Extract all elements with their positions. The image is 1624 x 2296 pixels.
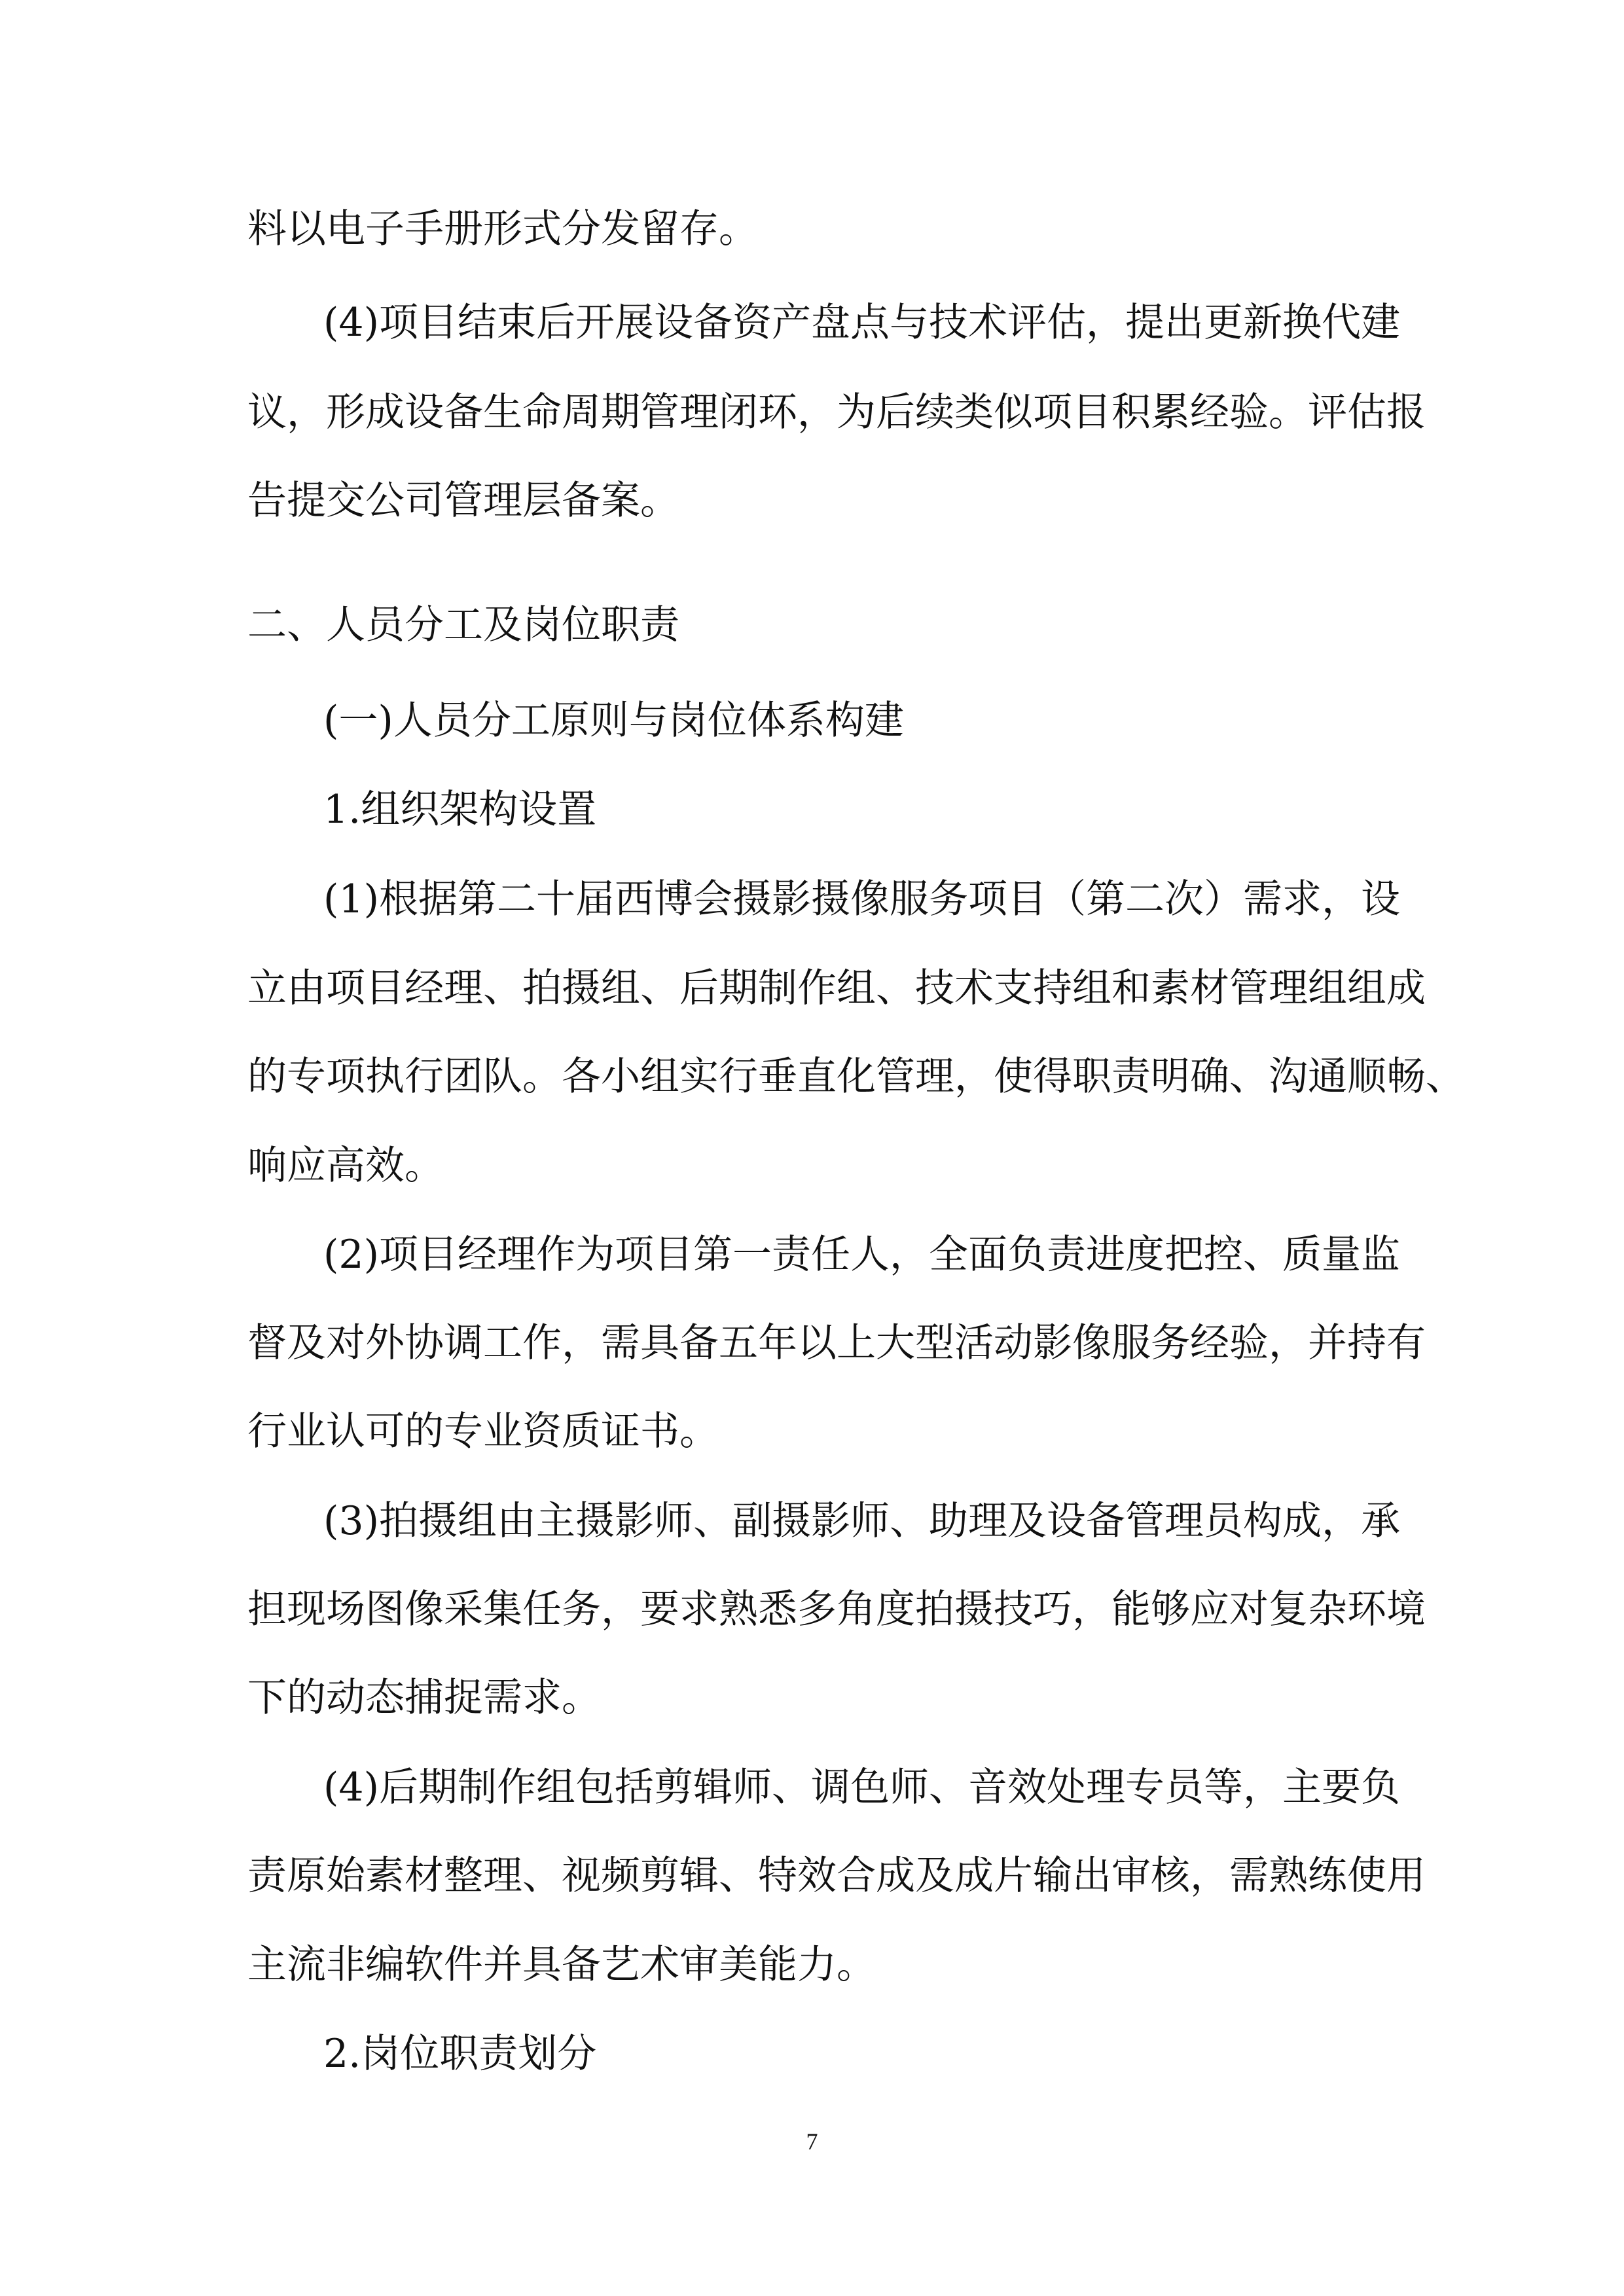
paragraph-line: (3)拍摄组由主摄影师、副摄影师、助理及设备管理员构成，承 bbox=[323, 1498, 1400, 1544]
paragraph-line: 担现场图像采集任务，要求熟悉多角度拍摄技巧，能够应对复杂环境 bbox=[247, 1587, 1426, 1632]
paragraph-line: 议，形成设备生命周期管理闭环，为后续类似项目积累经验。评估报 bbox=[247, 389, 1426, 435]
page-number: 7 bbox=[806, 2128, 818, 2155]
subsection-heading: (一)人员分工原则与岗位体系构建 bbox=[323, 698, 904, 744]
paragraph-line: (1)根据第二十届西博会摄影摄像服务项目（第二次）需求，设 bbox=[323, 876, 1400, 922]
paragraph-line: 主流非编软件并具备艺术审美能力。 bbox=[247, 1942, 876, 1988]
paragraph-line: (2)项目经理作为项目第一责任人，全面负责进度把控、质量监 bbox=[323, 1232, 1400, 1278]
paragraph-line: 立由项目经理、拍摄组、后期制作组、技术支持组和素材管理组组成 bbox=[247, 965, 1426, 1011]
section-heading: 二、人员分工及岗位职责 bbox=[247, 602, 679, 648]
paragraph-line: 下的动态捕捉需求。 bbox=[247, 1675, 601, 1721]
paragraph-line: 料以电子手册形式分发留存。 bbox=[247, 206, 758, 252]
paragraph-line: (4)后期制作组包括剪辑师、调色师、音效处理专员等，主要负 bbox=[323, 1765, 1400, 1810]
paragraph-line: 督及对外协调工作，需具备五年以上大型活动影像服务经验，并持有 bbox=[247, 1320, 1426, 1366]
subsection-heading: 2.岗位职责划分 bbox=[323, 2031, 597, 2077]
paragraph-line: (4)项目结束后开展设备资产盘点与技术评估，提出更新换代建 bbox=[323, 300, 1400, 346]
subsection-heading: 1.组织架构设置 bbox=[323, 787, 597, 833]
paragraph-line: 行业认可的专业资质证书。 bbox=[247, 1408, 719, 1454]
paragraph-line: 责原始素材整理、视频剪辑、特效合成及成片输出审核，需熟练使用 bbox=[247, 1853, 1426, 1899]
paragraph-line: 告提交公司管理层备案。 bbox=[247, 478, 679, 524]
paragraph-line: 的专项执行团队。各小组实行垂直化管理，使得职责明确、沟通顺畅、 bbox=[247, 1054, 1465, 1100]
paragraph-line: 响应高效。 bbox=[247, 1143, 444, 1189]
